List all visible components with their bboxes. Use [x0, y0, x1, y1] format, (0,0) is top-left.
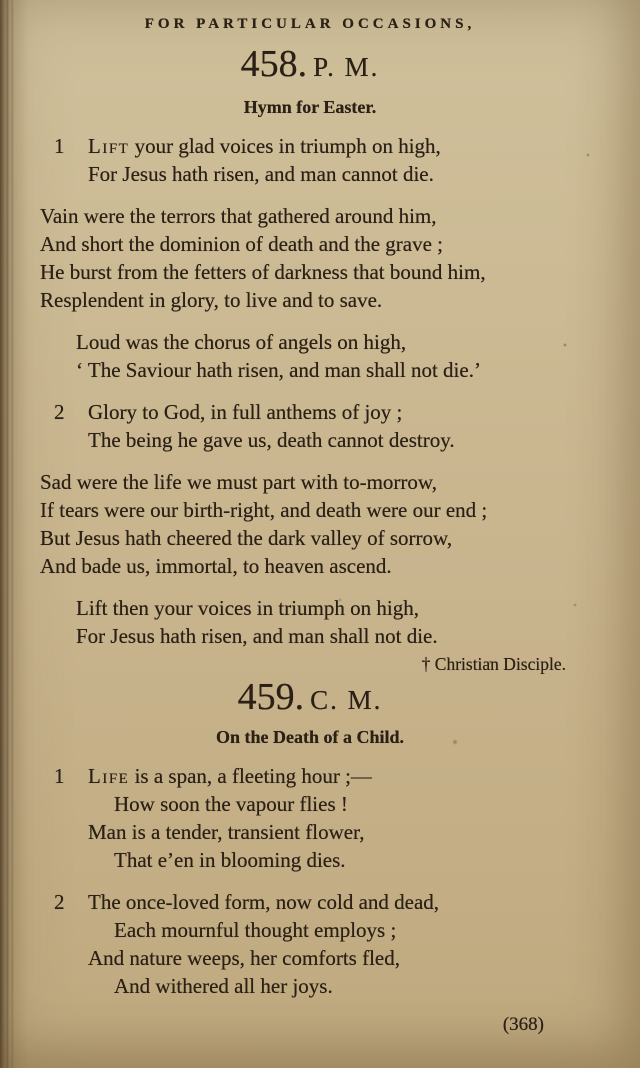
hymn-458-stanza-5 — [0, 468, 610, 580]
hymn-number: 459. — [237, 675, 305, 718]
verse-line — [0, 762, 610, 790]
hymn-458-subtitle: Hymn for Easter. — [243, 96, 377, 117]
verse-line: But Jesus hath cheered the dark valley of sorrow, — [40, 525, 453, 550]
hymn-458-stanza-2 — [0, 202, 610, 314]
verse-line — [0, 888, 610, 916]
verse-number: 1 — [54, 133, 65, 158]
verse-line: And withered all her joys. — [114, 974, 333, 999]
lead-word: Lift — [88, 133, 130, 158]
hymn-meter: C. M. — [310, 684, 383, 715]
verse-line — [0, 398, 610, 426]
verse-line: Vain were the terrors that gathered around him, — [40, 203, 437, 228]
hymn-459-subtitle: On the Death of a Child. — [215, 727, 404, 748]
hymn-458-verse-1 — [0, 132, 610, 188]
verse-number: 1 — [54, 764, 65, 789]
verse-line: ‘ The Saviour hath risen, and man shall not die.’ — [76, 357, 481, 382]
hymn-458-attribution: † Christian Disciple. — [421, 653, 566, 674]
hymn-459-verse-2 — [0, 888, 610, 1000]
verse-line: Sad were the life we must part with to-morrow, — [40, 469, 437, 494]
running-head: FOR PARTICULAR OCCASIONS, — [144, 16, 476, 32]
verse-number: 2 — [54, 890, 65, 915]
verse-line: Loud was the chorus of angels on high, — [76, 329, 407, 354]
verse-line: The being he gave us, death cannot destroy. — [88, 427, 455, 452]
verse-line: That e’en in blooming dies. — [114, 848, 346, 873]
hymn-meter: P. M. — [313, 52, 380, 82]
verse-number: 2 — [54, 399, 65, 424]
hymn-458-refrain-2 — [0, 594, 610, 650]
hymn-458-refrain-1 — [0, 328, 610, 384]
verse-line: Lift then your voices in triumph on high, — [76, 595, 419, 620]
hymn-459-verse-1 — [0, 762, 610, 874]
verse-line: Resplendent in glory, to live and to save. — [40, 287, 383, 312]
line-text: your glad voices in triumph on high, — [129, 133, 441, 158]
verse-line: Each mournful thought employs ; — [114, 918, 397, 943]
page-number: (368) — [502, 1014, 544, 1036]
line-text: is a span, a fleeting hour ;— — [129, 764, 372, 789]
verse-line: And short the dominion of death and the grave ; — [40, 231, 443, 256]
hymn-458-title — [10, 43, 610, 87]
verse-line — [0, 132, 610, 160]
verse-line: And nature weeps, her comforts fled, — [88, 946, 400, 971]
verse-line: And bade us, immortal, to heaven ascend. — [40, 553, 392, 578]
verse-line: Man is a tender, transient flower, — [88, 820, 365, 845]
verse-line: How soon the vapour flies ! — [114, 792, 348, 817]
verse-line: For Jesus hath risen, and man shall not die. — [76, 623, 438, 648]
hymn-458-verse-2 — [0, 398, 610, 454]
line-text: The once-loved form, now cold and dead, — [88, 890, 440, 915]
verse-line: He burst from the fetters of darkness that bound him, — [40, 259, 486, 284]
lead-word: Life — [88, 764, 130, 789]
verse-line: For Jesus hath risen, and man cannot die. — [88, 161, 434, 186]
hymn-459-title — [10, 676, 610, 720]
verse-line: If tears were our birth-right, and death were our end ; — [40, 497, 488, 522]
hymn-number: 458. — [240, 43, 308, 85]
line-text: Glory to God, in full anthems of joy ; — [88, 399, 403, 424]
